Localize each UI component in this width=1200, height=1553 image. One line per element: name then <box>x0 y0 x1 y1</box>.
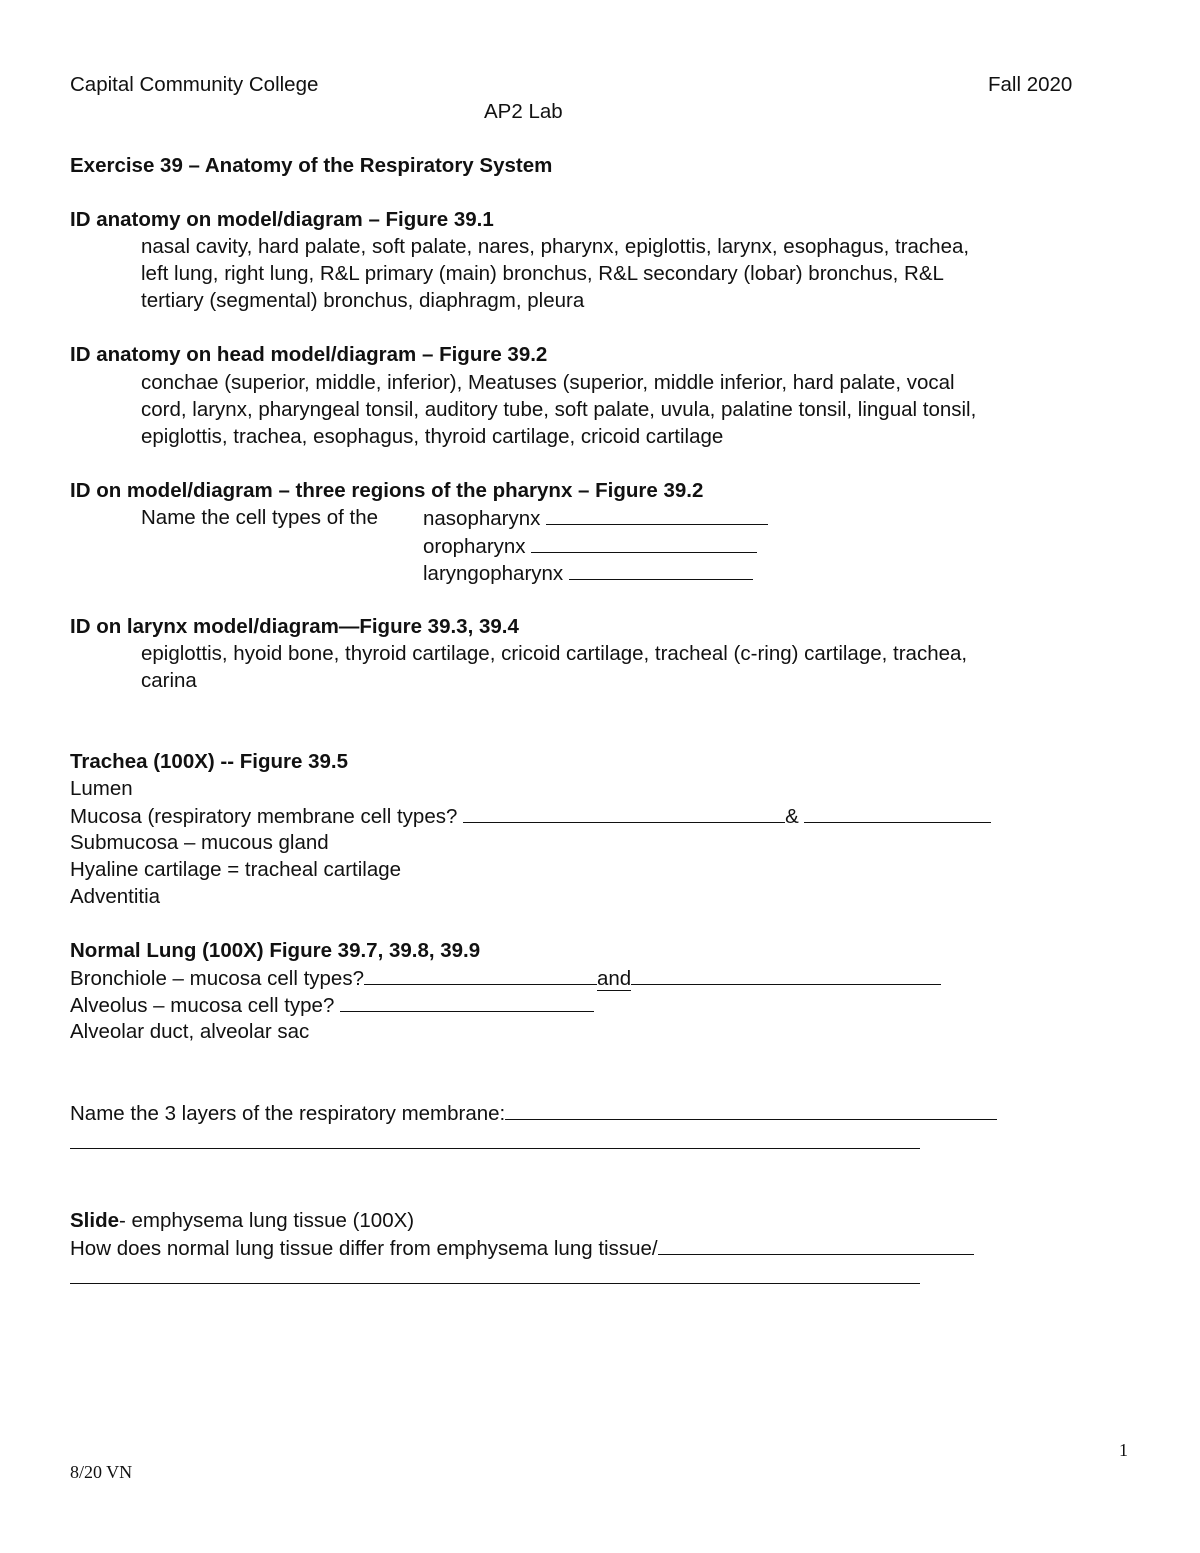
page-number: 1 <box>1119 1440 1128 1460</box>
section-4-heading: ID on larynx model/diagram—Figure 39.3, 39.4 <box>70 615 519 638</box>
oropharynx-label: oropharynx <box>423 535 526 558</box>
section-1-heading: ID anatomy on model/diagram – Figure 39.1 <box>70 208 494 231</box>
section-3-heading: ID on model/diagram – three regions of the pharynx – Figure 39.2 <box>70 479 704 502</box>
term-label: Fall 2020 <box>988 73 1073 96</box>
footer-note: 8/20 VN <box>70 1462 133 1482</box>
membrane-prompt: Name the 3 layers of the respiratory membrane: <box>70 1102 506 1125</box>
trachea-submucosa: Submucosa – mucous gland <box>70 831 329 854</box>
laryngopharynx-label: laryngopharynx <box>423 562 564 585</box>
section-1-line: left lung, right lung, R&L primary (main) bronchus, R&L secondary (lobar) bronchus, R&L <box>141 262 944 285</box>
trachea-heading: Trachea (100X) -- Figure 39.5 <box>70 750 349 773</box>
cell-types-prompt: Name the cell types of the <box>141 506 379 529</box>
trachea-mucosa-label: Mucosa (respiratory membrane cell types? <box>70 805 458 828</box>
bronchiole-cell-type-1-blank[interactable] <box>364 966 597 985</box>
membrane-row <box>70 1101 997 1126</box>
slide-description: - emphysema lung tissue (100X) <box>119 1209 415 1232</box>
oropharynx-answer-blank[interactable] <box>531 534 757 553</box>
and-word: and <box>597 967 632 990</box>
oropharynx-row <box>423 534 757 559</box>
alveolus-label: Alveolus – mucosa cell type? <box>70 994 335 1017</box>
nasopharynx-answer-blank[interactable] <box>546 506 768 525</box>
section-1-line: nasal cavity, hard palate, soft palate, nares, pharynx, epiglottis, larynx, esophagus, trachea, <box>141 235 970 258</box>
trachea-adventitia: Adventitia <box>70 885 161 908</box>
section-2-line: epiglottis, trachea, esophagus, thyroid cartilage, cricoid cartilage <box>141 425 724 448</box>
section-4-line: epiglottis, hyoid bone, thyroid cartilage, cricoid cartilage, tracheal (c-ring) cartilage, trachea, <box>141 642 968 665</box>
trachea-hyaline: Hyaline cartilage = tracheal cartilage <box>70 858 402 881</box>
alveolus-row <box>70 993 594 1018</box>
institution-name: Capital Community College <box>70 73 319 96</box>
emphysema-answer-blank[interactable] <box>658 1236 974 1255</box>
emphysema-question: How does normal lung tissue differ from emphysema lung tissue/ <box>70 1237 658 1260</box>
section-4-line: carina <box>141 669 197 692</box>
slide-label: Slide <box>70 1209 119 1232</box>
emphysema-question-row <box>70 1236 974 1261</box>
ampersand: & <box>785 805 799 828</box>
slide-row <box>70 1209 414 1233</box>
trachea-lumen: Lumen <box>70 777 133 800</box>
bronchiole-cell-type-2-blank[interactable] <box>631 966 941 985</box>
section-2-line: conchae (superior, middle, inferior), Meatuses (superior, middle inferior, hard palate, vocal <box>141 371 955 394</box>
course-label: AP2 Lab <box>484 100 563 123</box>
bronchiole-label: Bronchiole – mucosa cell types? <box>70 967 364 990</box>
mucosa-cell-type-2-blank[interactable] <box>804 804 991 823</box>
alveolar-duct: Alveolar duct, alveolar sac <box>70 1020 310 1043</box>
membrane-answer-line-2[interactable] <box>70 1148 920 1149</box>
nasopharynx-row <box>423 506 768 531</box>
mucosa-cell-type-1-blank[interactable] <box>463 804 785 823</box>
exercise-title: Exercise 39 – Anatomy of the Respiratory System <box>70 154 553 177</box>
emphysema-answer-line-2[interactable] <box>70 1283 920 1284</box>
membrane-answer-blank[interactable] <box>505 1101 997 1120</box>
laryngopharynx-row <box>423 561 753 586</box>
section-2-line: cord, larynx, pharyngeal tonsil, auditory tube, soft palate, uvula, palatine tonsil, lingual tonsil, <box>141 398 977 421</box>
bronchiole-row <box>70 966 941 991</box>
trachea-mucosa-row <box>70 804 991 829</box>
section-2-heading: ID anatomy on head model/diagram – Figure 39.2 <box>70 343 548 366</box>
section-1-line: tertiary (segmental) bronchus, diaphragm, pleura <box>141 289 585 312</box>
laryngopharynx-answer-blank[interactable] <box>569 561 753 580</box>
alveolus-cell-type-blank[interactable] <box>340 993 594 1012</box>
nasopharynx-label: nasopharynx <box>423 507 541 530</box>
lung-heading: Normal Lung (100X) Figure 39.7, 39.8, 39.9 <box>70 939 481 962</box>
